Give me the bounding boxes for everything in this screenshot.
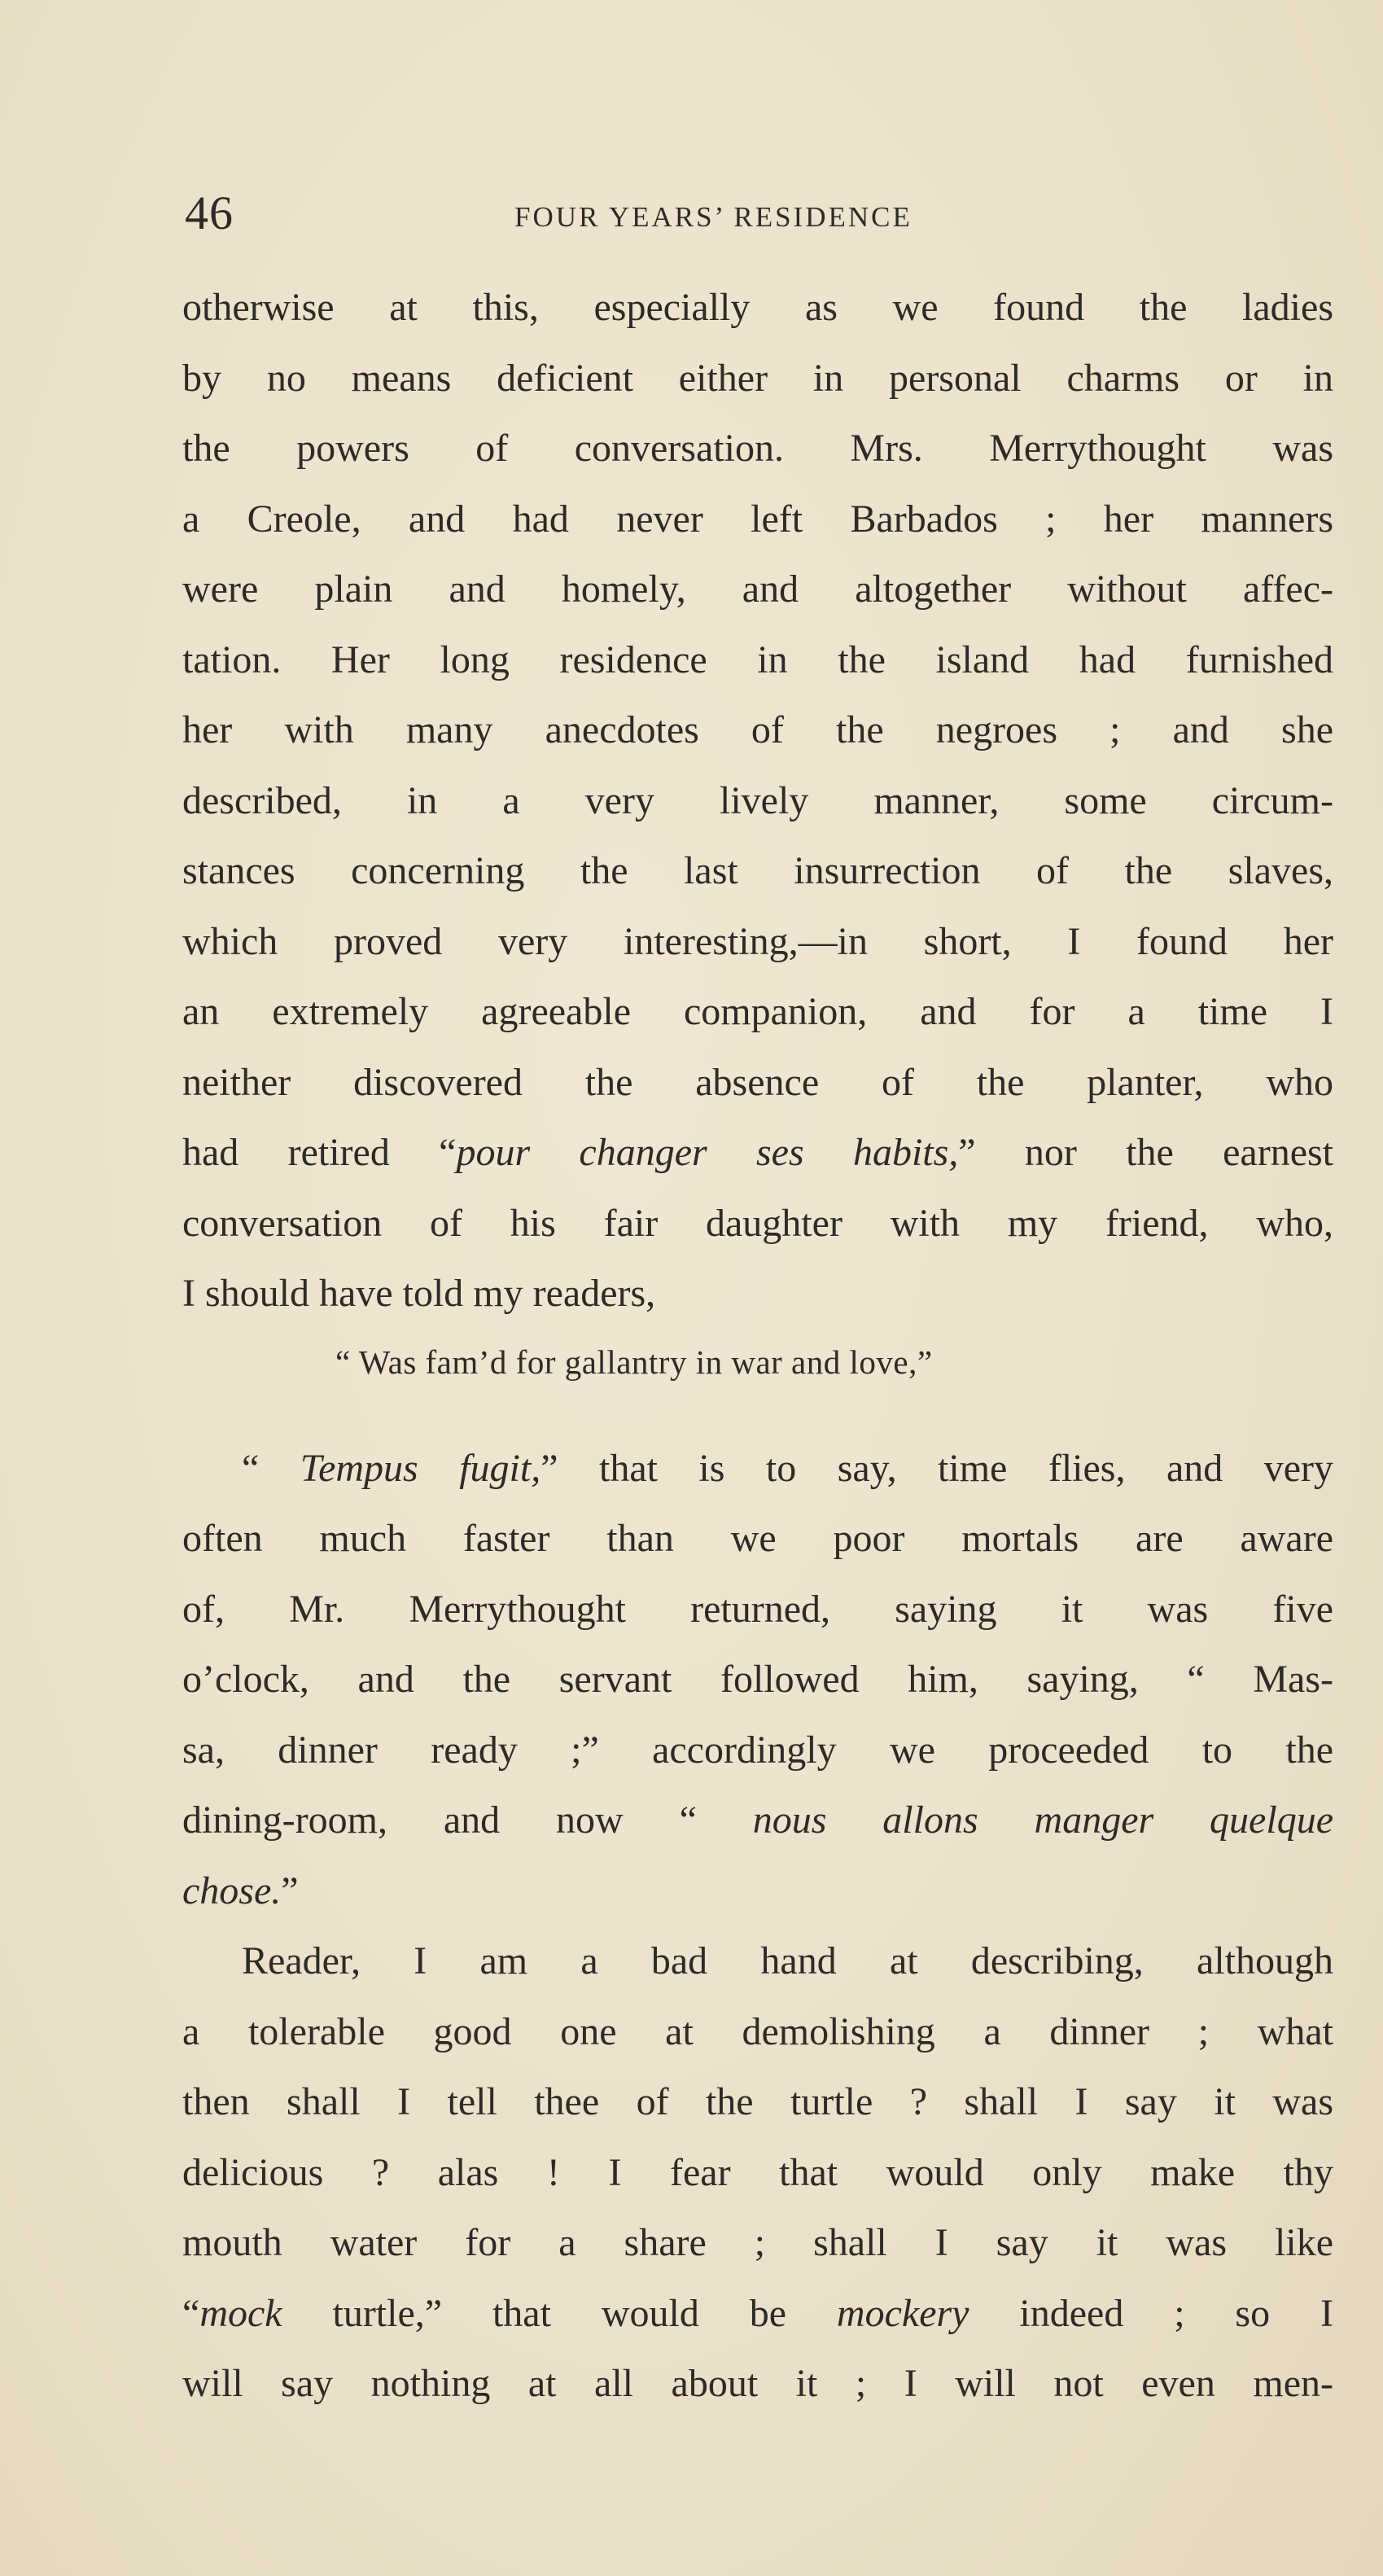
text-segment: “ xyxy=(242,1446,300,1490)
paragraph-1 xyxy=(182,273,1333,1330)
text-segment: ” nor the earnest xyxy=(958,1131,1334,1174)
text-line: a tolerable good one at demolishing a dinner ; what xyxy=(182,2009,1333,2053)
text-line: I should have told my readers, xyxy=(182,1272,656,1315)
text-line xyxy=(182,2279,1333,2350)
text-line: were plain and homely, and altogether without affec- xyxy=(182,567,1333,611)
text-line: described, in a very lively manner, some circum- xyxy=(182,778,1333,822)
text-line: o’clock, and the servant followed him, saying, “ Mas- xyxy=(182,1658,1333,1701)
text-line: otherwise at this, especially as we found the ladies xyxy=(182,286,1333,329)
text-line: which proved very interesting,—in short, I found her xyxy=(182,919,1333,963)
text-line: will say nothing at all about it ; I will not even men- xyxy=(182,2362,1333,2405)
text-line: a Creole, and had never left Barbados ; her manners xyxy=(182,497,1333,541)
text-line: of, Mr. Merrythought returned, saying it was five xyxy=(182,1587,1333,1631)
verse-quotation: “ Was fam’d for gallantry in war and love,” xyxy=(335,1343,933,1381)
italic-phrase: mockery xyxy=(836,2291,969,2335)
text-line: delicious ? alas ! I fear that would only make thy xyxy=(182,2150,1333,2194)
italic-phrase: nous allons manger quelque xyxy=(752,1798,1333,1842)
running-title: FOUR YEARS’ RESIDENCE xyxy=(514,201,913,233)
paragraph-2 xyxy=(182,1434,1333,1927)
text-segment: dining-room, and now “ xyxy=(182,1798,753,1842)
text-line: the powers of conversation. Mrs. Merrythought was xyxy=(182,427,1333,470)
text-segment: ” that is to say, time flies, and very xyxy=(541,1446,1333,1490)
text-line: neither discovered the absence of the planter, who xyxy=(182,1060,1333,1104)
text-line: her with many anecdotes of the negroes ; and she xyxy=(182,708,1333,751)
text-line: stances concerning the last insurrection of the slaves, xyxy=(182,849,1333,892)
text-line: often much faster than we poor mortals are aware xyxy=(182,1517,1333,1560)
text-line: mouth water for a share ; shall I say it was like xyxy=(182,2221,1333,2264)
page-number: 46 xyxy=(185,186,234,239)
text-line xyxy=(182,1785,1333,1856)
text-line: conversation of his fair daughter with my friend, who, xyxy=(182,1201,1333,1245)
text-segment: indeed ; so I xyxy=(969,2291,1333,2335)
page-header xyxy=(185,181,1341,246)
text-line: tation. Her long residence in the island had furnished xyxy=(182,637,1333,681)
text-line: Reader, I am a bad hand at describing, although xyxy=(242,1939,1333,1982)
italic-phrase: Tempus fugit, xyxy=(300,1446,541,1490)
text-line xyxy=(182,1434,1333,1505)
text-segment: turtle,” that would be xyxy=(282,2291,837,2335)
text-line: sa, dinner ready ;” accordingly we proceeded to the xyxy=(182,1728,1333,1772)
italic-phrase: mock xyxy=(199,2291,282,2335)
italic-phrase: chose. xyxy=(182,1868,282,1912)
text-line xyxy=(182,1118,1333,1189)
page-text xyxy=(182,273,1333,2420)
text-line: then shall I tell thee of the turtle ? shall I say it was xyxy=(182,2080,1333,2123)
text-line: by no means deficient either in personal charms or in xyxy=(182,356,1333,400)
text-line: an extremely agreeable companion, and for a time I xyxy=(182,990,1333,1033)
paragraph-3 xyxy=(182,1926,1333,2420)
text-segment: had retired “ xyxy=(182,1131,457,1174)
italic-phrase: pour changer ses habits, xyxy=(456,1131,959,1174)
text-segment: ” xyxy=(281,1868,299,1912)
text-line xyxy=(182,1856,1333,1927)
text-segment: “ xyxy=(182,2291,200,2335)
